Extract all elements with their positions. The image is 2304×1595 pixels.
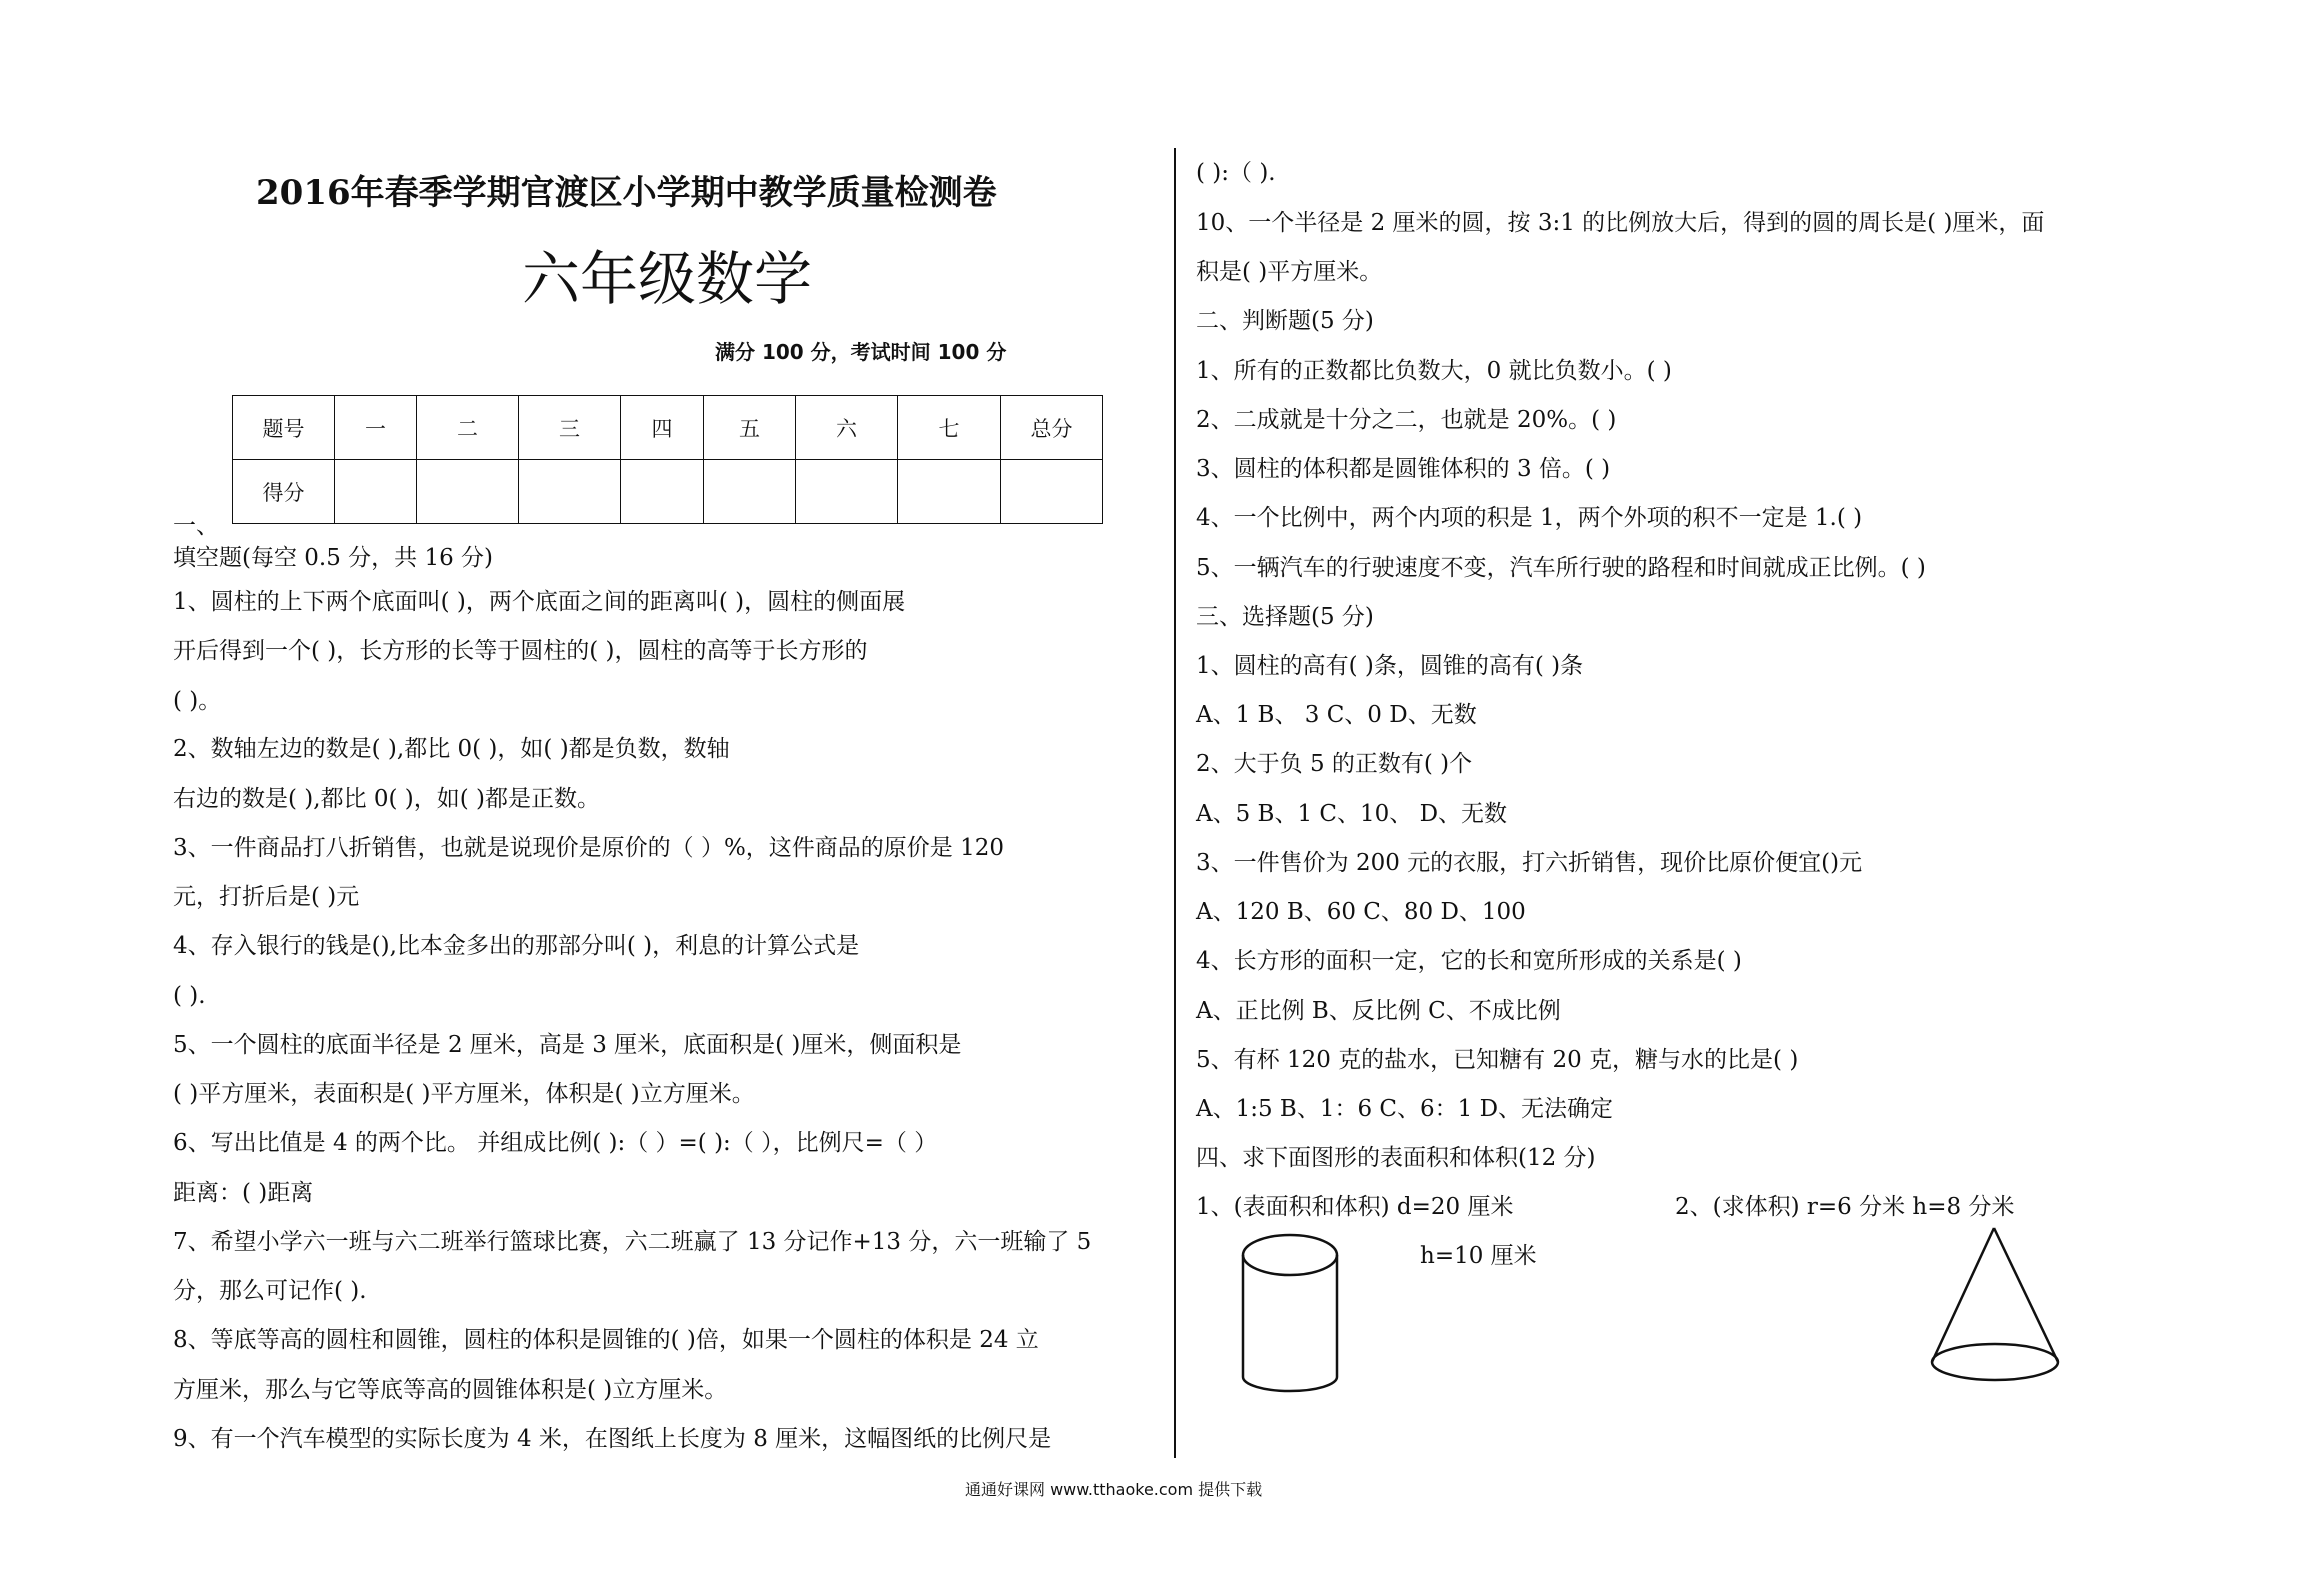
figure-1-label: 1、(表面积和体积) d=20 厘米 [1196, 1194, 1514, 1220]
question-line: 2、数轴左边的数是( ),都比 0( )，如( )都是负数，数轴 [173, 736, 730, 762]
question-line: ( )。 [173, 688, 222, 714]
question-line: 3、一件售价为 200 元的衣服，打六折销售，现价比原价便宜()元 [1196, 850, 1863, 876]
question-line: 分，那么可记作( ). [173, 1278, 367, 1304]
score-input-cell[interactable] [704, 460, 796, 524]
question-line: 5、一个圆柱的底面半径是 2 厘米，高是 3 厘米，底面积是( )厘米，侧面积是 [173, 1032, 962, 1058]
question-line: 3、一件商品打八折销售，也就是说现价是原价的（ ）%，这件商品的原价是 120 [173, 835, 1005, 861]
score-cell: 总分 [1001, 396, 1103, 460]
section-heading: 二、判断题(5 分) [1196, 308, 1374, 334]
question-line: 6、写出比值是 4 的两个比。 并组成比例( ):（ ）=( ):（ ），比例尺=（ ） [173, 1130, 938, 1156]
section-heading: 填空题(每空 0.5 分，共 16 分) [173, 545, 494, 571]
score-cell: 三 [519, 396, 621, 460]
question-line: 方厘米，那么与它等底等高的圆锥体积是( )立方厘米。 [173, 1377, 728, 1403]
options-line: A、5 B、1 C、10、 D、无数 [1196, 801, 1508, 827]
column-divider [1174, 148, 1176, 1458]
question-line: ( ):（ ). [1196, 160, 1276, 186]
footer-credit: 通通好课网 www.tthaoke.com 提供下载 [965, 1480, 1263, 1499]
cone-figure [1925, 1222, 2065, 1392]
score-cell: 得分 [233, 460, 335, 524]
options-line: A、1:5 B、1：6 C、6：1 D、无法确定 [1196, 1096, 1614, 1122]
score-cell: 四 [621, 396, 704, 460]
question-line: 积是( )平方厘米。 [1196, 259, 1383, 285]
question-line: 1、圆柱的高有( )条，圆锥的高有( )条 [1196, 653, 1584, 679]
question-line: 8、等底等高的圆柱和圆锥，圆柱的体积是圆锥的( )倍，如果一个圆柱的体积是 24 立 [173, 1327, 1039, 1353]
score-input-cell[interactable] [519, 460, 621, 524]
question-line: 7、希望小学六一班与六二班举行篮球比赛，六二班赢了 13 分记作+13 分，六一班输了 5 [173, 1229, 1092, 1255]
score-cell: 五 [704, 396, 796, 460]
score-input-cell[interactable] [1001, 460, 1103, 524]
exam-title: 2016年春季学期官渡区小学期中教学质量检测卷 [256, 173, 997, 213]
score-cell: 七 [898, 396, 1001, 460]
options-line: A、1 B、 3 C、0 D、无数 [1196, 702, 1477, 728]
question-line: 1、圆柱的上下两个底面叫( )，两个底面之间的距离叫( )，圆柱的侧面展 [173, 589, 906, 615]
section-heading: 四、求下面图形的表面积和体积(12 分) [1196, 1145, 1596, 1171]
score-cell: 一 [335, 396, 417, 460]
question-line: 2、二成就是十分之二，也就是 20%。( ) [1196, 407, 1617, 433]
question-line: 右边的数是( ),都比 0( )，如( )都是正数。 [173, 786, 601, 812]
score-table-score-row [233, 460, 1103, 524]
score-cell: 二 [417, 396, 519, 460]
options-line: A、正比例 B、反比例 C、不成比例 [1196, 998, 1561, 1024]
question-line: 5、一辆汽车的行驶速度不变，汽车所行驶的路程和时间就成正比例。( ) [1196, 555, 1926, 581]
subject-title: 六年级数学 [522, 245, 813, 313]
question-line: 1、所有的正数都比负数大，0 就比负数小。( ) [1196, 358, 1672, 384]
exam-meta: 满分 100 分，考试时间 100 分 [715, 340, 1007, 364]
score-input-cell[interactable] [898, 460, 1001, 524]
question-line: 元，打折后是( )元 [173, 884, 360, 910]
question-line: 4、长方形的面积一定，它的长和宽所形成的关系是( ) [1196, 948, 1742, 974]
figure-1-height: h=10 厘米 [1420, 1243, 1537, 1269]
score-input-cell[interactable] [621, 460, 704, 524]
score-cell: 题号 [233, 396, 335, 460]
options-line: A、120 B、60 C、80 D、100 [1196, 899, 1526, 925]
question-line: 3、圆柱的体积都是圆锥体积的 3 倍。( ) [1196, 456, 1611, 482]
question-line: 距离：( )距离 [173, 1180, 314, 1206]
score-table [232, 395, 1103, 524]
score-input-cell[interactable] [335, 460, 417, 524]
question-line: 一、 [173, 513, 219, 539]
figure-2-label: 2、(求体积) r=6 分米 h=8 分米 [1675, 1194, 2015, 1220]
question-line: 2、大于负 5 的正数有( )个 [1196, 751, 1473, 777]
section-heading: 三、选择题(5 分) [1196, 604, 1374, 630]
question-line: ( ). [173, 983, 206, 1009]
score-table-header-row [233, 396, 1103, 460]
question-line: 5、有杯 120 克的盐水，已知糖有 20 克，糖与水的比是( ) [1196, 1047, 1799, 1073]
question-line: 9、有一个汽车模型的实际长度为 4 米，在图纸上长度为 8 厘米，这幅图纸的比例尺是 [173, 1426, 1052, 1452]
score-input-cell[interactable] [417, 460, 519, 524]
question-line: 开后得到一个( )，长方形的长等于圆柱的( )，圆柱的高等于长方形的 [173, 638, 868, 664]
question-line: ( )平方厘米，表面积是( )平方厘米，体积是( )立方厘米。 [173, 1081, 755, 1107]
question-line: 4、存入银行的钱是(),比本金多出的那部分叫( )，利息的计算公式是 [173, 933, 860, 959]
question-line: 10、一个半径是 2 厘米的圆，按 3:1 的比例放大后，得到的圆的周长是( )厘米，面 [1196, 210, 2045, 236]
score-input-cell[interactable] [796, 460, 898, 524]
question-line: 4、一个比例中，两个内项的积是 1，两个外项的积不一定是 1.( ) [1196, 505, 1863, 531]
score-cell: 六 [796, 396, 898, 460]
cylinder-figure [1235, 1225, 1345, 1395]
